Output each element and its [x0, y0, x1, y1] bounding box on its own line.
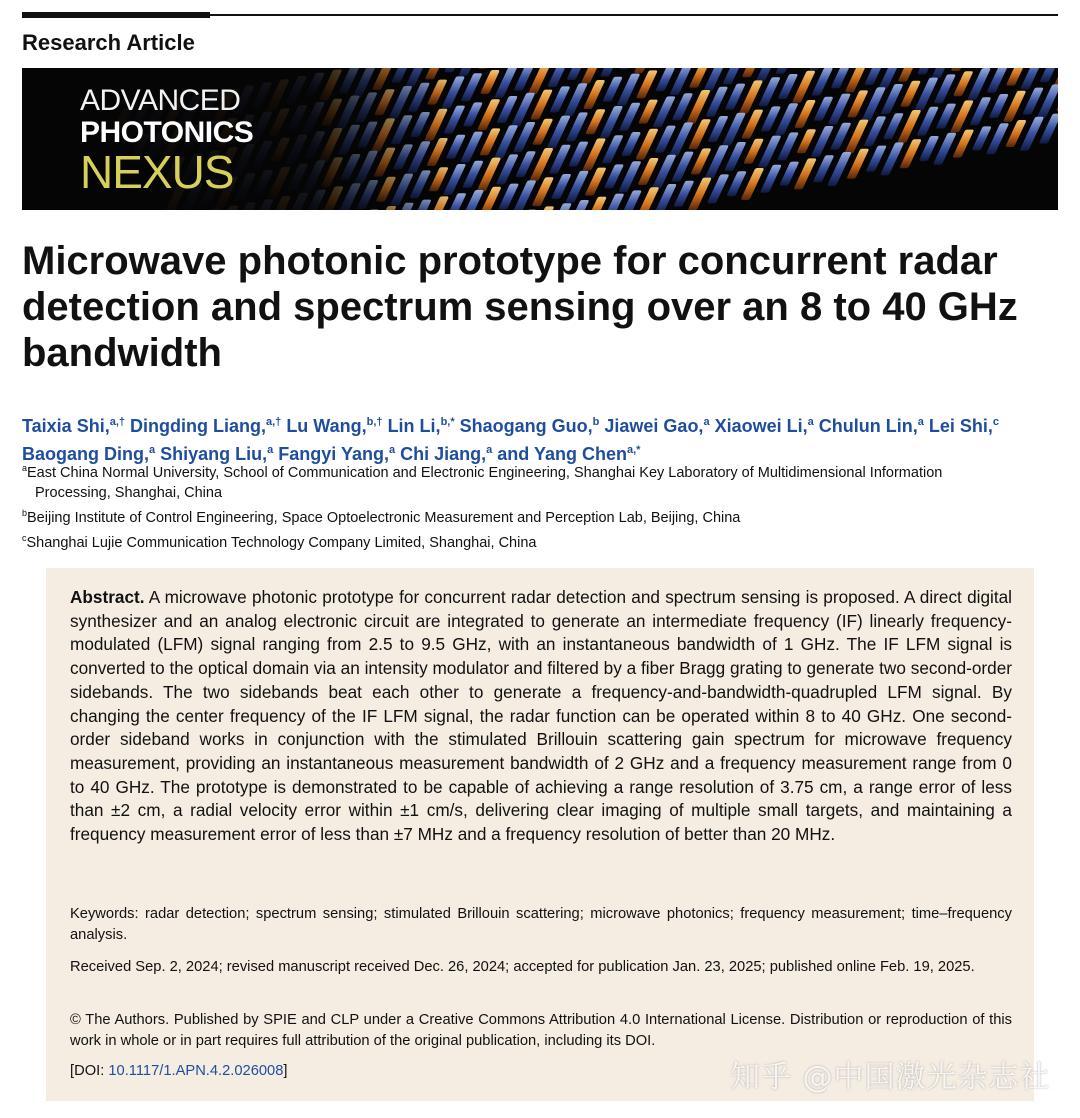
- journal-logo-line1: ADVANCED: [80, 84, 241, 117]
- abstract: [70, 586, 1012, 847]
- header-rule: [22, 12, 1058, 18]
- doi-link[interactable]: 10.1117/1.APN.4.2.026008: [108, 1063, 284, 1079]
- journal-logo: [80, 84, 254, 198]
- abstract-text: A microwave photonic prototype for concurrent radar detection and spectrum sensing is proposed. A direct digital synthesizer and an analog electronic circuit are integrated to generate an intermediate frequency (IF) linearly frequency-modulated (LFM) signal ranging from 2.5 to 9.5 GHz, with an instantaneous bandwidth of 1 GHz. The IF LFM signal is converted to the optical domain via an intensity modulator and filtered by a fiber Bragg grating to generate two second-order sidebands. The two sidebands beat each other to generate a frequency-and-bandwidth-quadrupled LFM signal. By changing the center frequency of the IF LFM signal, the radar function can be operated within 8 to 40 GHz. One second-order sideband works in conjunction with the stimulated Brillouin scattering gain spectrum for microwave frequency measurement, providing an instantaneous measurement bandwidth of 2 GHz and a frequency measurement range from 0 to 40 GHz. The prototype is demonstrated to be capable of achieving a range resolution of 3.75 cm, a range error of less than ±2 cm, a radial velocity error within ±1 cm/s, delivering clear imaging of multiple small targets, and maintaining a frequency measurement error of less than ±7 MHz and a frequency resolution of better than 20 MHz.: [70, 587, 1012, 845]
- author: Lei Shi,$^c$: [928, 416, 1000, 436]
- abstract-label: Abstract.: [70, 587, 145, 607]
- journal-logo-line2: PHOTONICS: [80, 116, 254, 149]
- author: Fangyi Yang,$^a$: [278, 444, 396, 464]
- author: Chi Jiang,$^a$: [400, 444, 493, 464]
- author: and Yang Chen$^{a,*}$: [497, 444, 641, 464]
- author: Jiawei Gao,$^a$: [604, 416, 710, 436]
- affiliation-b: $^b$Beijing Institute of Control Engineering, Space Optoelectronic Measurement and Perception Lab, Beijing, China: [22, 507, 741, 526]
- affiliation-a-continued: Processing, Shanghai, China: [35, 484, 223, 501]
- author: Shiyang Liu,$^a$: [160, 444, 274, 464]
- author: Lin Li,$^{b,*}$: [387, 416, 455, 436]
- affiliation-list: [22, 458, 1058, 552]
- author: Xiaowei Li,$^a$: [714, 416, 814, 436]
- abstract-box: [46, 568, 1034, 1101]
- header-rule-thin: [210, 14, 1058, 16]
- publication-history: Received Sep. 2, 2024; revised manuscript received Dec. 26, 2024; accepted for publication Jan. 23, 2025; published online Feb. 19, 2025.: [70, 959, 975, 975]
- author: Taixia Shi,$^{a,\dagger}$: [22, 416, 125, 436]
- author: Baogang Ding,$^a$: [22, 444, 156, 464]
- keywords: Keywords: radar detection; spectrum sensing; stimulated Brillouin scattering; microwave photonics; frequency measurement; time–frequency analysis.: [70, 906, 1012, 943]
- article-type-label: Research Article: [22, 30, 195, 55]
- author: Lu Wang,$^{b,\dagger}$: [286, 416, 383, 436]
- author: Dingding Liang,$^{a,\dagger}$: [130, 416, 282, 436]
- article-title: Microwave photonic prototype for concurrent radar detection and spectrum sensing over an 8 to 40 GHz bandwidth: [22, 239, 1018, 375]
- author: Chulun Lin,$^a$: [818, 416, 924, 436]
- journal-logo-line3: NEXUS: [80, 146, 234, 198]
- license-statement: © The Authors. Published by SPIE and CLP under a Creative Commons Attribution 4.0 International License. Distribution or reproduction of this work in whole or in part requires full attribution of the original publication, including its DOI.: [70, 1012, 1012, 1049]
- affiliation-a: $^a$East China Normal University, School of Communication and Electronic Engineering, Shanghai Key Laboratory of Multidimensional Information: [22, 463, 943, 481]
- header-rule-thick: [22, 12, 210, 18]
- watermark: 知乎 @中国激光杂志社: [730, 1060, 1051, 1095]
- author: Shaogang Guo,$^b$: [459, 416, 600, 436]
- doi-line: [DOI: 10.1117/1.APN.4.2.026008]: [70, 1063, 288, 1079]
- affiliation-c: $^c$Shanghai Lujie Communication Technology Company Limited, Shanghai, China: [22, 532, 537, 551]
- journal-banner: [22, 68, 1058, 210]
